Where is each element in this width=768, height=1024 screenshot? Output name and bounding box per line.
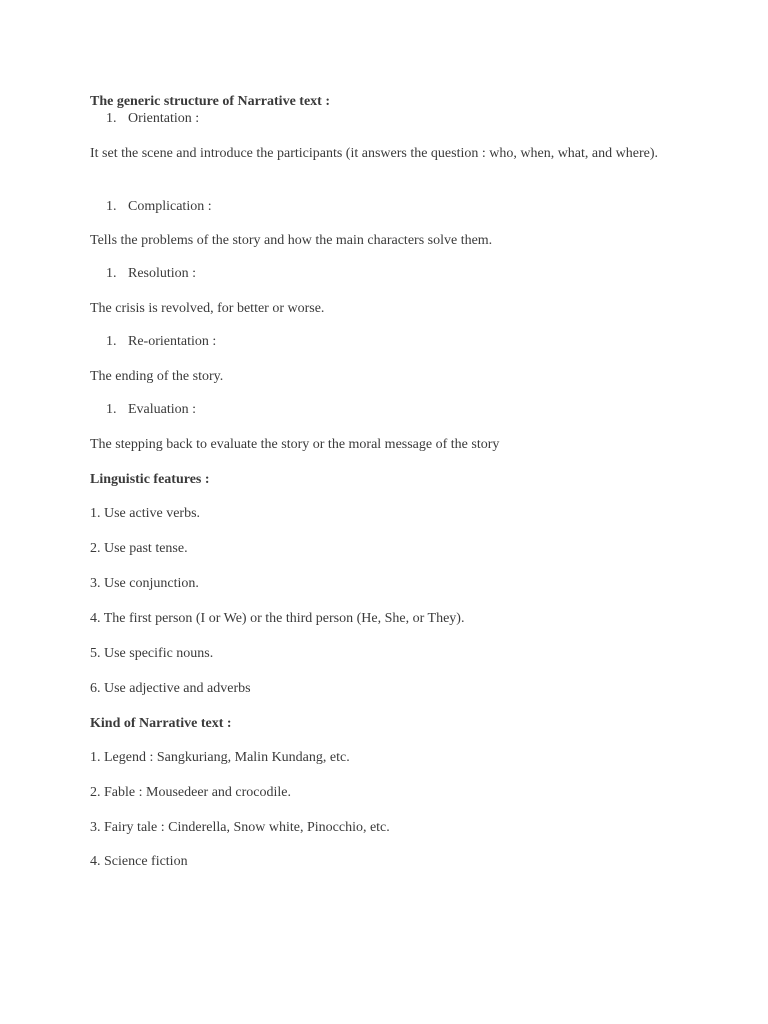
structure-item-evaluation — [106, 400, 196, 420]
linguistic-item: 5. Use specific nouns. — [90, 646, 214, 661]
item-number: 1. — [106, 402, 117, 417]
structure-description-reorientation: The ending of the story. — [90, 369, 224, 384]
structure-item-reorientation — [106, 332, 216, 352]
structure-item-complication — [106, 197, 212, 217]
structure-description-evaluation: The stepping back to evaluate the story or the moral message of the story — [90, 437, 500, 452]
item-number: 1. — [106, 199, 117, 214]
structure-item-resolution — [106, 264, 196, 284]
structure-description-resolution: The crisis is revolved, for better or worse. — [90, 301, 325, 316]
kinds-item: 3. Fairy tale : Cinderella, Snow white, Pinocchio, etc. — [90, 820, 390, 835]
linguistic-item: 6. Use adjective and adverbs — [90, 681, 251, 696]
item-number: 1. — [106, 334, 117, 349]
linguistic-item: 2. Use past tense. — [90, 541, 188, 556]
kinds-item: 1. Legend : Sangkuriang, Malin Kundang, etc. — [90, 750, 350, 765]
kinds-heading: Kind of Narrative text : — [90, 716, 232, 731]
linguistic-item: 1. Use active verbs. — [90, 506, 201, 521]
structure-description-orientation: It set the scene and introduce the participants (it answers the question : who, when, what, and where). — [90, 146, 658, 161]
item-label: Re-orientation : — [128, 334, 217, 349]
kinds-item: 2. Fable : Mousedeer and crocodile. — [90, 785, 291, 800]
item-label: Resolution : — [128, 266, 197, 281]
item-label: Complication : — [128, 199, 212, 214]
linguistic-heading: Linguistic features : — [90, 472, 210, 487]
item-label: Evaluation : — [128, 402, 197, 417]
structure-description-complication: Tells the problems of the story and how the main characters solve them. — [90, 233, 493, 248]
linguistic-item: 3. Use conjunction. — [90, 576, 199, 591]
item-number: 1. — [106, 111, 117, 126]
item-label: Orientation : — [128, 111, 200, 126]
linguistic-item: 4. The first person (I or We) or the third person (He, She, or They). — [90, 611, 465, 626]
structure-heading: The generic structure of Narrative text : — [90, 94, 330, 109]
structure-item-orientation — [106, 109, 199, 129]
item-number: 1. — [106, 266, 117, 281]
kinds-item: 4. Science fiction — [90, 854, 188, 869]
